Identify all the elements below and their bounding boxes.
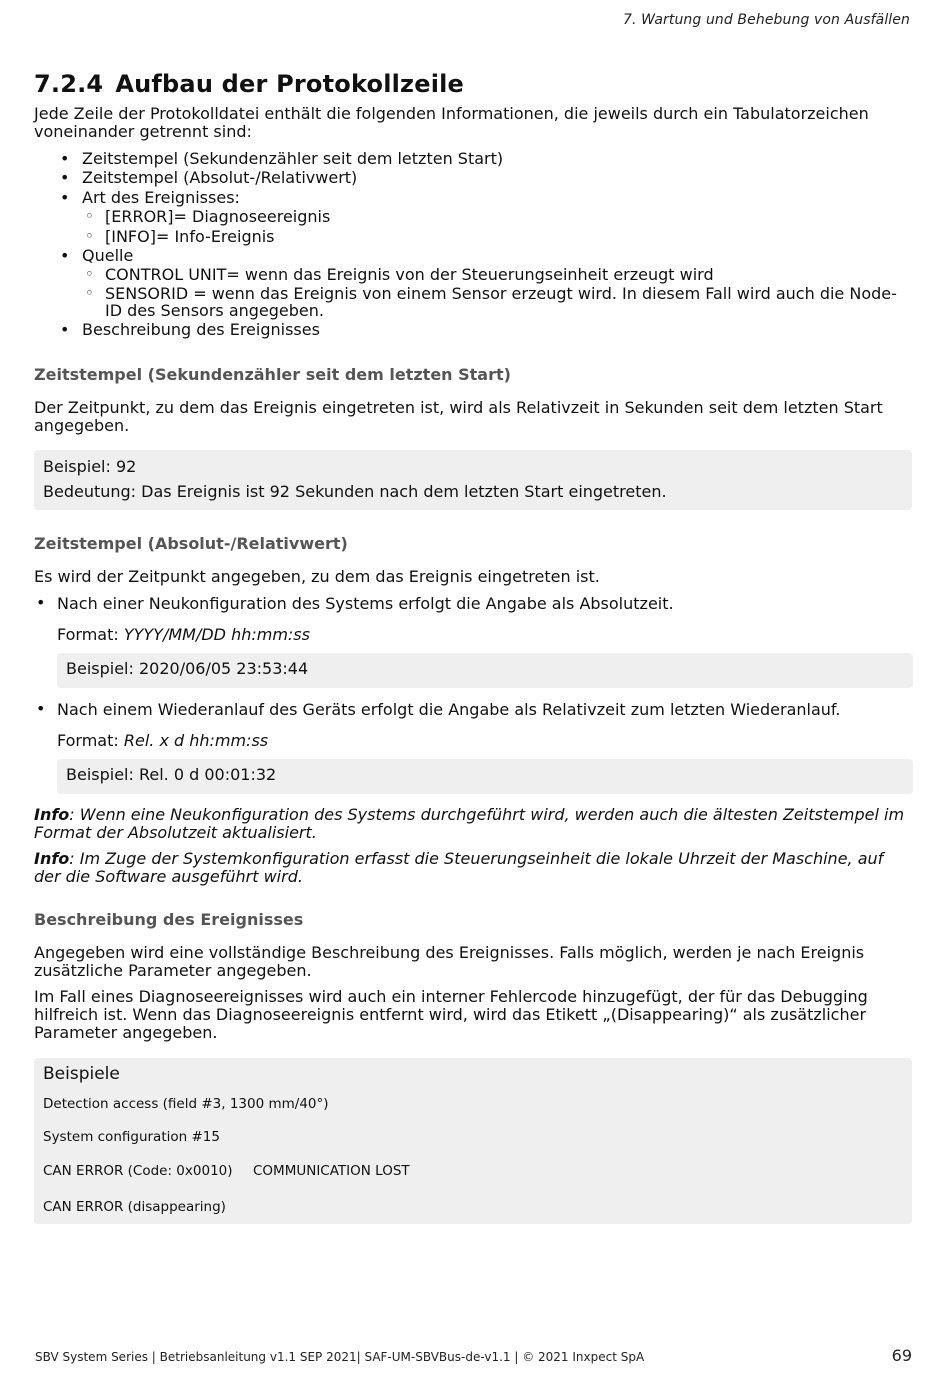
list-item: [82, 246, 912, 320]
intro-paragraph: Jede Zeile der Protokolldatei enthält die folgenden Informationen, die jeweils durch ein Tabulatorzeichen voneinander getrennt sind:: [34, 104, 869, 141]
section-title: [34, 70, 464, 98]
sub-list-item: ◦ [INFO]= Info-Ereignis: [105, 227, 912, 246]
format-absolute: [57, 625, 310, 644]
format-label: Format:: [57, 731, 124, 750]
bullet-dot: •: [36, 699, 46, 718]
info-text: : Im Zuge der Systemkonfiguration erfasst die Steuerungseinheit die lokale Uhrzeit der Maschine, auf der die Software ausgeführt wird.: [34, 849, 884, 886]
sub-list: [105, 265, 912, 319]
bullet-absolute: Nach einer Neukonfiguration des Systems erfolgt die Angabe als Absolutzeit.: [57, 594, 674, 613]
sub-list-item: ◦ SENSORID = wenn das Ereignis von einem Sensor erzeugt wird. In diesem Fall wird auch die Node-ID des Sensors angegeben.: [105, 285, 912, 320]
chapter-header: 7. Wartung und Behebung von Ausfällen: [623, 12, 910, 28]
example-box-counter: [34, 450, 912, 510]
subheading-counter: Zeitstempel (Sekundenzähler seit dem letzten Start): [34, 365, 511, 384]
example-line: Beispiel: Rel. 0 d 00:01:32: [66, 765, 277, 784]
examples-box: [34, 1058, 912, 1224]
example-meaning: Bedeutung: Das Ereignis ist 92 Sekunden nach dem letzten Start eingetreten.: [43, 482, 667, 501]
subheading-description: Beschreibung des Ereignisses: [34, 910, 304, 929]
info-note-1: [34, 806, 914, 842]
description-paragraph-1: Angegeben wird eine vollständige Beschreibung des Ereignisses. Falls möglich, werden je nach Ereignis zusätzliche Parameter angegeben.: [34, 943, 865, 980]
counter-paragraph: Der Zeitpunkt, zu dem das Ereignis eingetreten ist, wird als Relativzeit in Sekunden seit dem letzten Start angegeben.: [34, 398, 883, 435]
bullet-relative: Nach einem Wiederanlauf des Geräts erfolgt die Angabe als Relativzeit zum letzten Wiederanlauf.: [57, 700, 841, 719]
list-item-label: Quelle: [82, 246, 134, 266]
example-entry: Detection access (field #3, 1300 mm/40°): [43, 1096, 329, 1112]
subheading-absolute: Zeitstempel (Absolut-/Relativwert): [34, 534, 348, 553]
example-line: Beispiel: 2020/06/05 23:53:44: [66, 659, 309, 678]
format-value: YYYY/MM/DD hh:mm:ss: [123, 625, 310, 644]
sub-list: [105, 207, 912, 246]
section-number: 7.2.4: [34, 70, 104, 98]
bullet-dot: •: [36, 593, 46, 612]
list-item-label: Art des Ereignisses:: [82, 187, 240, 207]
example-entry: CAN ERROR (Code: 0x0010): [43, 1163, 233, 1179]
list-item: • Zeitstempel (Sekundenzähler seit dem letzten Start): [82, 149, 912, 168]
examples-title: Beispiele: [43, 1064, 120, 1084]
format-value: Rel. x d hh:mm:ss: [123, 731, 269, 750]
format-relative: [57, 731, 268, 750]
list-item: • Zeitstempel (Absolut-/Relativwert): [82, 168, 912, 187]
sub-list-item: ◦ CONTROL UNIT= wenn das Ereignis von der Steuerungseinheit erzeugt wird: [105, 265, 912, 284]
footer-text: SBV System Series | Betriebsanleitung v1.1 SEP 2021| SAF-UM-SBVBus-de-v1.1 | © 2021 Inxpect SpA: [35, 1350, 645, 1364]
section-title-text: Aufbau der Protokollzeile: [115, 70, 465, 98]
info-label: Info: [34, 849, 70, 868]
info-note-2: [34, 850, 914, 886]
example-box-relative: [57, 759, 913, 794]
info-list: [82, 149, 912, 339]
format-label: Format:: [57, 625, 124, 644]
info-text: : Wenn eine Neukonfiguration des Systems durchgeführt wird, werden auch die ältesten Zeitstempel im Format der Absolutzeit aktualisiert.: [34, 805, 905, 842]
list-item: • Beschreibung des Ereignisses: [82, 320, 912, 339]
example-entry: CAN ERROR (disappearing): [43, 1199, 226, 1215]
sub-list-item: ◦ [ERROR]= Diagnoseereignis: [105, 207, 912, 226]
example-entry: System configuration #15: [43, 1129, 220, 1145]
example-line: Beispiel: 92: [43, 457, 137, 476]
example-box-absolute: [57, 653, 913, 688]
page-number: 69: [891, 1346, 912, 1365]
info-label: Info: [34, 805, 70, 824]
absolute-paragraph: Es wird der Zeitpunkt angegeben, zu dem das Ereignis eingetreten ist.: [34, 567, 600, 586]
list-item: [82, 188, 912, 246]
example-entry-param: COMMUNICATION LOST: [253, 1163, 410, 1179]
description-paragraph-2: Im Fall eines Diagnoseereignisses wird auch ein interner Fehlercode hinzugefügt, der für das Debugging hilfreich ist. Wenn das Diagnoseereignis entfernt wird, wird das Etikett „(Disappearing)“ als zusätzlicher Parameter angegeben.: [34, 987, 868, 1042]
